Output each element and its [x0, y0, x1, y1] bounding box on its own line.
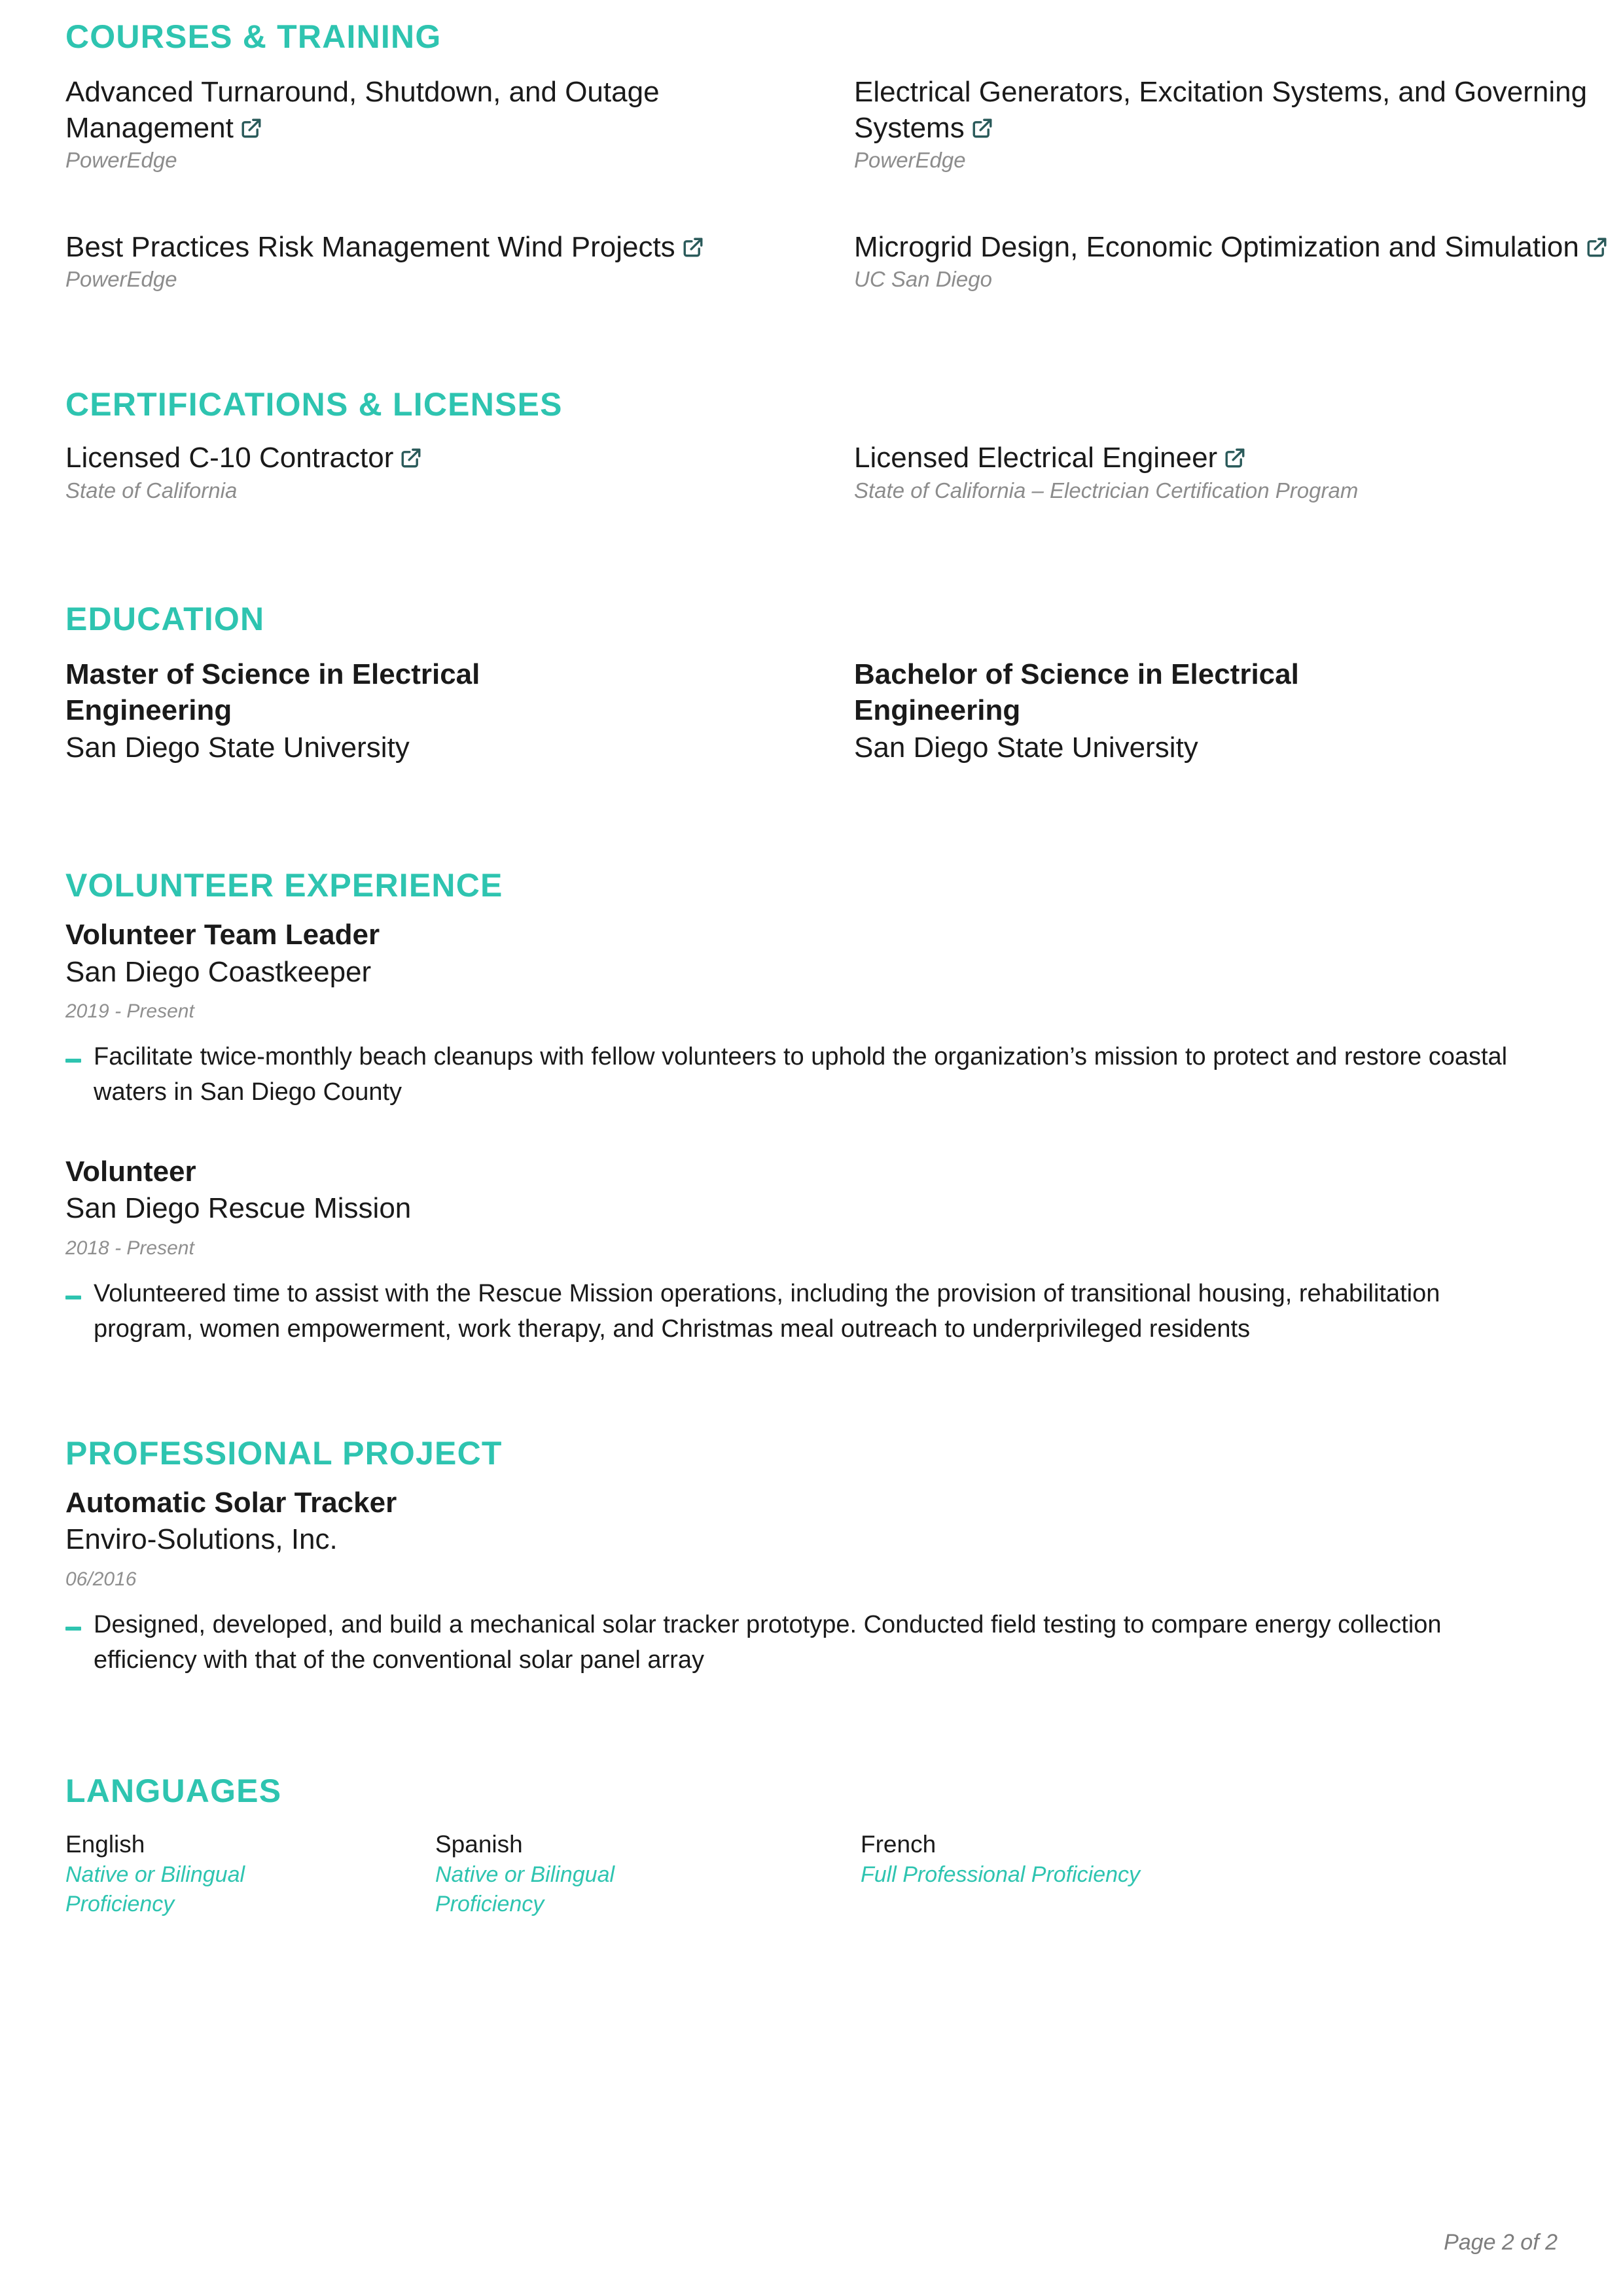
- language-level: Native or Bilingual Proficiency: [435, 1862, 615, 1917]
- language-item: [861, 1829, 1515, 1919]
- volunteer-role: Volunteer Team Leader: [65, 919, 380, 951]
- external-link-icon[interactable]: [240, 117, 262, 139]
- project-bullet-text: Designed, developed, and build a mechanical solar tracker prototype. Conducted field testing to compare energy collection efficiency with that of the conventional solar panel array: [94, 1610, 1442, 1674]
- section-title-languages: LANGUAGES: [65, 1772, 282, 1809]
- volunteer-org: San Diego Rescue Mission: [65, 1192, 412, 1225]
- education-degree: Master of Science in Electrical Engineering: [65, 658, 480, 727]
- education-item: [854, 656, 1610, 766]
- certification-item: [65, 440, 821, 505]
- course-provider: PowerEdge: [854, 148, 966, 173]
- certification-item: [854, 440, 1610, 505]
- education-degree: Bachelor of Science in Electrical Engineering: [854, 658, 1299, 727]
- external-link-icon[interactable]: [682, 236, 704, 258]
- course-provider: PowerEdge: [65, 148, 177, 173]
- section-title-project: PROFESSIONAL PROJECT: [65, 1434, 503, 1472]
- section-professional-project: [65, 1436, 1558, 1678]
- section-title-volunteer: VOLUNTEER EXPERIENCE: [65, 866, 503, 904]
- certification-name: Licensed Electrical Engineer: [854, 440, 1610, 476]
- section-education: [65, 602, 1558, 766]
- volunteer-item: [65, 917, 1558, 1110]
- external-link-icon[interactable]: [971, 117, 993, 139]
- volunteer-bullet: [65, 1277, 1558, 1347]
- project-item: [65, 1485, 1558, 1678]
- language-item: [65, 1829, 435, 1919]
- education-school: San Diego State University: [854, 731, 1198, 764]
- course-item: [65, 74, 821, 175]
- project-name: Automatic Solar Tracker: [65, 1487, 397, 1519]
- section-languages: [65, 1774, 1558, 1919]
- volunteer-item: [65, 1154, 1558, 1347]
- volunteer-role: Volunteer: [65, 1155, 196, 1188]
- language-item: [435, 1829, 861, 1919]
- volunteer-bullet: [65, 1040, 1558, 1110]
- certification-issuer: State of California – Electrician Certification Program: [854, 478, 1359, 503]
- volunteer-date: 2019 - Present: [65, 1000, 194, 1023]
- volunteer-org: San Diego Coastkeeper: [65, 955, 372, 988]
- course-item: [854, 229, 1610, 294]
- project-bullet: [65, 1608, 1558, 1678]
- course-item: [65, 229, 821, 294]
- volunteer-bullet-text: Facilitate twice-monthly beach cleanups with fellow volunteers to uphold the organization’s mission to protect and restore coastal waters in San Diego County: [94, 1043, 1508, 1106]
- courses-grid-2: [65, 229, 1579, 294]
- external-link-icon[interactable]: [400, 447, 422, 469]
- section-title-education: EDUCATION: [65, 601, 265, 638]
- section-certifications-licenses: [65, 387, 1558, 505]
- section-courses-training: [65, 18, 1588, 294]
- language-name: English: [65, 1831, 145, 1858]
- course-name: Advanced Turnaround, Shutdown, and Outage Management: [65, 75, 660, 144]
- language-level: Native or Bilingual Proficiency: [65, 1862, 245, 1917]
- page-footer-label: Page 2 of 2: [1444, 2230, 1558, 2255]
- bullet-dash-icon: [65, 1627, 81, 1631]
- language-level: Full Professional Proficiency: [861, 1862, 1141, 1888]
- external-link-icon[interactable]: [1224, 447, 1246, 469]
- language-name: French: [861, 1831, 936, 1858]
- courses-grid: [65, 74, 1588, 175]
- education-item: [65, 656, 821, 766]
- certifications-grid: [65, 440, 1558, 505]
- volunteer-date: 2018 - Present: [65, 1237, 194, 1259]
- course-name: Electrical Generators, Excitation Systems, and Governing Systems: [854, 75, 1588, 144]
- section-title-courses: COURSES & TRAINING: [65, 18, 442, 55]
- section-volunteer-experience: [65, 868, 1558, 1347]
- project-date: 06/2016: [65, 1568, 137, 1590]
- languages-grid: [65, 1829, 1558, 1919]
- course-name: Microgrid Design, Economic Optimization and Simulation: [854, 229, 1610, 265]
- course-provider: UC San Diego: [854, 267, 992, 292]
- course-name: Best Practices Risk Management Wind Projects: [65, 229, 821, 265]
- external-link-icon[interactable]: [1586, 236, 1608, 258]
- certification-name: Licensed C-10 Contractor: [65, 440, 821, 476]
- bullet-dash-icon: [65, 1296, 81, 1299]
- section-title-certifications: CERTIFICATIONS & LICENSES: [65, 385, 563, 423]
- volunteer-bullet-text: Volunteered time to assist with the Rescue Mission operations, including the provision of transitional housing, rehabilitation program, women empowerment, work therapy, and Christmas meal outreach to underprivileged residents: [94, 1279, 1440, 1343]
- bullet-dash-icon: [65, 1059, 81, 1063]
- certification-issuer: State of California: [65, 478, 238, 503]
- education-school: San Diego State University: [65, 731, 410, 764]
- education-grid: [65, 656, 1558, 766]
- course-provider: PowerEdge: [65, 267, 177, 292]
- project-org: Enviro-Solutions, Inc.: [65, 1523, 338, 1556]
- language-name: Spanish: [435, 1831, 523, 1858]
- course-item: [854, 74, 1610, 175]
